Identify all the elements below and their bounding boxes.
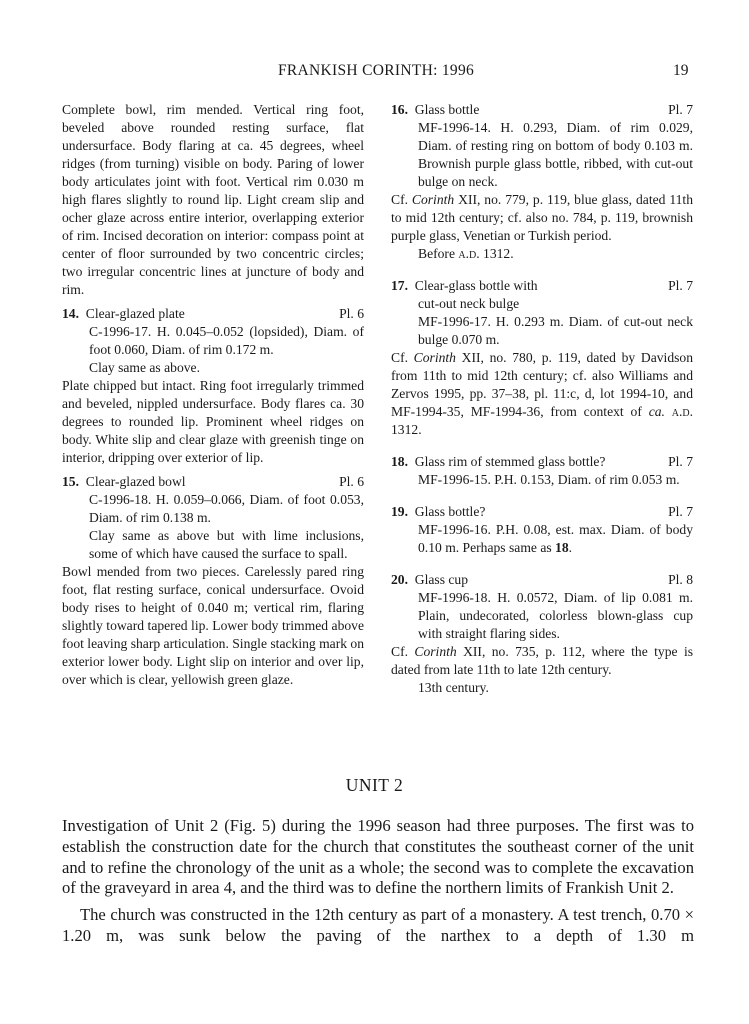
entry-inventory: MF-1996-17. H. 0.293 m. Diam. of cut-out neck bulge 0.070 m.: [418, 314, 693, 347]
entry-inventory: MF-1996-16. P.H. 0.08, est. max. Diam. of body 0.10 m. Perhaps same as 18.: [418, 522, 693, 555]
entry-inventory: C-1996-18. H. 0.059–0.066, Diam. of foot 0.053, Diam. of rim 0.138 m.: [89, 492, 364, 525]
page-number: 19: [673, 62, 689, 79]
paragraph-2: The church was constructed in the 12th century as part of a monastery. A test trench, 0.70 × 1.20 m, was sunk below the paving of the narthex to a depth of 1.30 m: [62, 905, 694, 945]
entry-comparanda: Cf. Corinth XII, no. 780, p. 119, dated by Davidson from 11th to mid 12th century; cf. also Williams and Zervos 1995, pp. 37–38, pl. 11:c, d, lot 1994-10, and MF-1994-35, MF-1994-36, from context of ca. a.d. 1312.: [391, 350, 694, 437]
entry-number: 19.: [391, 504, 408, 519]
catalog-entry-15-heading: [62, 473, 364, 491]
plate-ref: Pl. 7: [668, 278, 693, 293]
entry-number: 15.: [62, 474, 79, 489]
paragraph-1: Investigation of Unit 2 (Fig. 5) during the 1996 season had three purposes. The first was to establish the construction date for the church that constitutes the southeast corner of the unit and to refine the chronology of the unit as a whole; the second was to complete the excavation of the graveyard in area 4, and the third was to define the northern limits of Frankish Unit 2.: [62, 816, 694, 898]
catalog-entry-16-heading: [391, 101, 693, 119]
entry-date: 13th century.: [418, 680, 489, 695]
entry-comparanda: Cf. Corinth XII, no. 779, p. 119, blue glass, dated 11th to mid 12th century; cf. also no. 784, p. 119, brownish purple glass, Venetian or Turkish period.: [391, 192, 693, 243]
catalog-entry-17-heading: [391, 277, 693, 313]
entry-number: 18.: [391, 454, 408, 469]
entry-title: Glass cup: [414, 572, 469, 587]
entry-title: Glass bottle?: [414, 504, 486, 519]
entry-title: Clear-glazed bowl: [85, 474, 186, 489]
catalog-intro: Complete bowl, rim mended. Vertical ring foot, beveled above rounded resting surface, flat undersurface. Body flaring at ca. 45 degrees, wheel ridges (from turning) visible on body. Paring of lower body articulates joint with foot. Vertical rim 0.030 m high flares slightly to round lip. Light cream slip and ocher glaze across entire interior, overlapping exterior of rim. Incised decoration on interior: compass point at center of floor surrounded by two concentric circles; two irregular concentric lines at juncture of body and rim.: [62, 102, 364, 297]
catalog-entry-20-heading: [391, 571, 693, 589]
entry-description: Bowl mended from two pieces. Carelessly pared ring foot, flat resting surface, conical undersurface. Ovoid body rises to height of 0.040 m; vertical rim, flaring slightly toward tapered lip. Lower body trimmed above foot leaving sharp articulation. Single stacking mark on exterior lower body. Light slip on interior and over lip, over which is clear, yellowish green glaze.: [62, 564, 365, 687]
running-head: FRANKISH CORINTH: 1996: [278, 62, 475, 79]
entry-title: Glass rim of stemmed glass bottle?: [414, 454, 606, 469]
catalog-entry-18-heading: [391, 453, 693, 471]
entry-comparanda: Cf. Corinth XII, no. 735, p. 112, where the type is dated from late 11th to late 12th century.: [391, 644, 694, 677]
entry-title-line2: cut-out neck bulge: [418, 296, 520, 311]
entry-inventory: MF-1996-18. H. 0.0572, Diam. of lip 0.081 m. Plain, undecorated, colorless blown-glass cup with straight flaring sides.: [418, 590, 693, 641]
catalog-entry-19-heading: [391, 503, 693, 521]
entry-clay: Clay same as above.: [89, 360, 200, 375]
entry-inventory: MF-1996-15. P.H. 0.153, Diam. of rim 0.053 m.: [418, 472, 680, 487]
page-header: [0, 62, 749, 82]
entry-inventory: MF-1996-14. H. 0.293, Diam. of rim 0.029, Diam. of resting ring on bottom of body 0.103 m. Brownish purple glass bottle, ribbed, with cut-out bulge on neck.: [418, 120, 693, 189]
plate-ref: Pl. 6: [339, 306, 364, 321]
entry-title-line1: Clear-glass bottle with: [414, 278, 538, 293]
plate-ref: Pl. 8: [668, 572, 693, 587]
entry-number: 14.: [62, 306, 79, 321]
section-title: UNIT 2: [345, 775, 404, 795]
catalog-entry-14-heading: [62, 305, 364, 323]
plate-ref: Pl. 7: [668, 102, 693, 117]
body-text: [62, 816, 694, 947]
plate-ref: Pl. 7: [668, 504, 693, 519]
entry-clay: Clay same as above but with lime inclusions, some of which have caused the surface to spall.: [89, 528, 364, 561]
entry-number: 16.: [391, 102, 408, 117]
left-column: [62, 101, 364, 689]
entry-title: Glass bottle: [414, 102, 480, 117]
plate-ref: Pl. 6: [339, 474, 364, 489]
entry-title: Clear-glazed plate: [85, 306, 185, 321]
entry-inventory: C-1996-17. H. 0.045–0.052 (lopsided), Diam. of foot 0.060, Diam. of rim 0.172 m.: [89, 324, 364, 357]
plate-ref: Pl. 7: [668, 454, 693, 469]
entry-description: Plate chipped but intact. Ring foot irregularly trimmed and beveled, nippled undersurface. Body flares ca. 30 degrees to rounded lip. Prominent wheel ridges on body. White slip and clear glaze with greenish tinge on interior, dripping over exterior of lip.: [62, 378, 364, 465]
entry-number: 17.: [391, 278, 408, 293]
entry-number: 20.: [391, 572, 408, 587]
entry-date: Before a.d. 1312.: [418, 246, 514, 261]
right-column: [391, 101, 693, 697]
